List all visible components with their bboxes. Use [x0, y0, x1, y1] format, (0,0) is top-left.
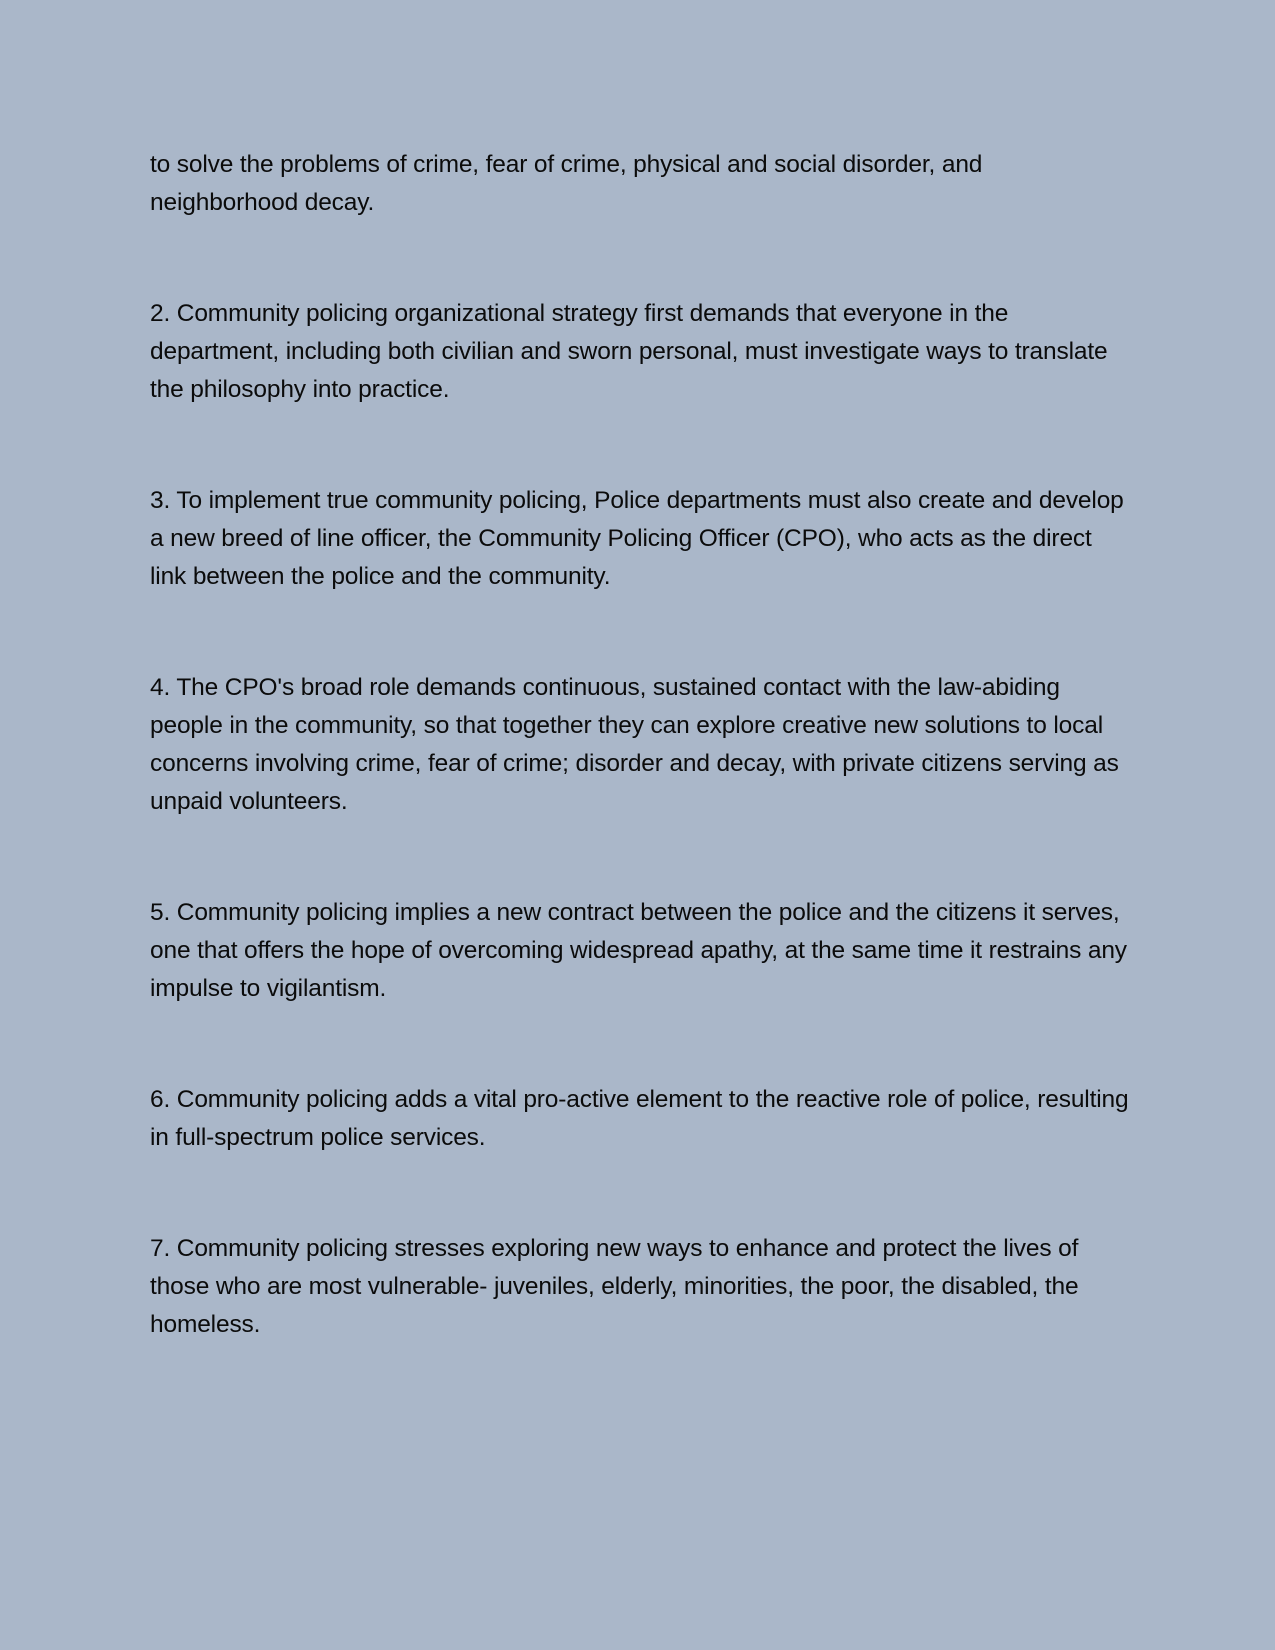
paragraph-item-2: 2. Community policing organizational strategy first demands that everyone in the department, including both civilian and sworn personal, must investigate ways to translate the philosophy into practice. [150, 300, 1108, 403]
paragraph-item-7: 7. Community policing stresses exploring new ways to enhance and protect the lives of those who are most vulnerable- juveniles, elderly, minorities, the poor, the disabled, the homeless. [150, 1235, 1079, 1338]
paragraph-item-3: 3. To implement true community policing, Police departments must also create and develop a new breed of line officer, the Community Policing Officer (CPO), who acts as the direct link between the police and the community. [150, 487, 1124, 590]
paragraph-item-5: 5. Community policing implies a new contract between the police and the citizens it serves, one that offers the hope of overcoming widespread apathy, at the same time it restrains any impulse to vigilantism. [150, 899, 1127, 1002]
paragraph-item-4: 4. The CPO's broad role demands continuous, sustained contact with the law-abiding people in the community, so that together they can explore creative new solutions to local concerns involving crime, fear of crime; disorder and decay, with private citizens serving as unpaid volunteers. [150, 674, 1119, 815]
document-body [150, 146, 1130, 1417]
paragraph-item-6: 6. Community policing adds a vital pro-active element to the reactive role of police, resulting in full-spectrum police services. [150, 1086, 1129, 1151]
paragraph-continued: to solve the problems of crime, fear of crime, physical and social disorder, and neighborhood decay. [150, 151, 983, 216]
